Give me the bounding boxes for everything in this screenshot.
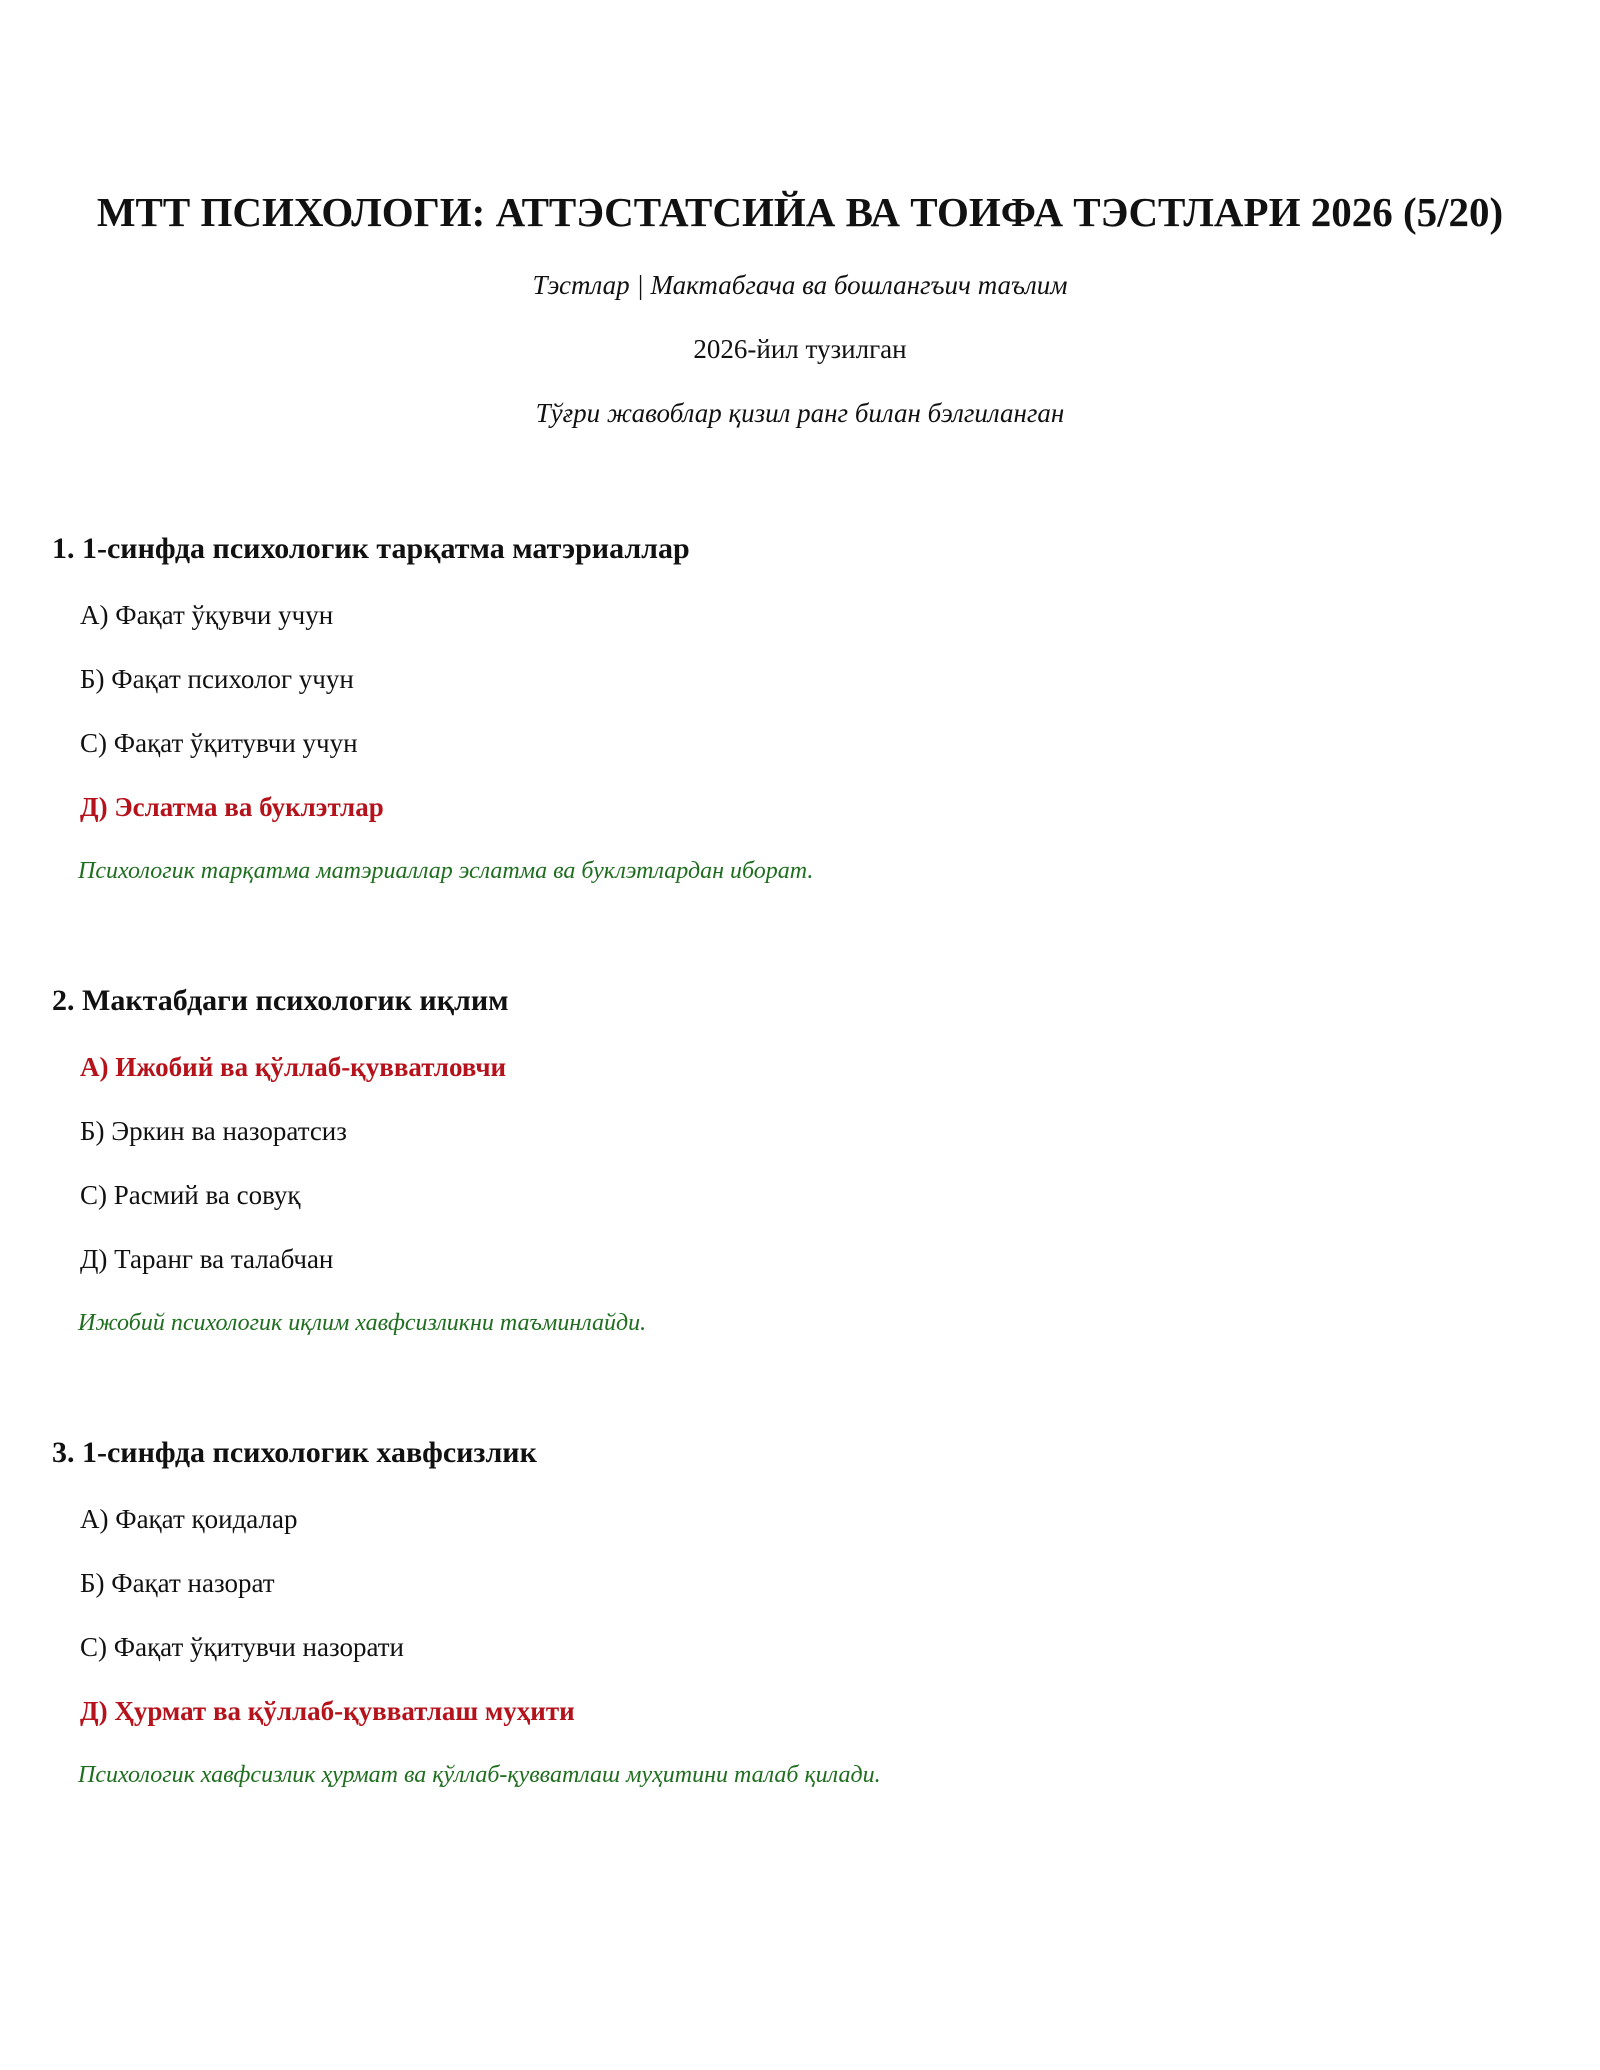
question-heading: 3. 1-синфда психологик хавфсизлик xyxy=(52,1436,537,1469)
answer-option: Б) Эркин ва назоратсиз xyxy=(80,1116,347,1146)
category-subtitle: Тэстлар | Мактабгача ва бошлангъич таълим xyxy=(532,270,1068,300)
answer-explanation: Психологик хавфсизлик ҳурмат ва қўллаб-қувватлаш муҳитини талаб қилади. xyxy=(78,1762,881,1788)
correct-answer-option: Д) Ҳурмат ва қўллаб-қувватлаш муҳити xyxy=(80,1696,575,1726)
legend-note: Тўғри жавоблар қизил ранг билан бэлгиланган xyxy=(535,398,1065,428)
answer-option: Б) Фақат назорат xyxy=(80,1568,275,1598)
page-title: МТТ ПСИХОЛОГИ: АТТЭСТАТСИЙА ВА ТОИФА ТЭСТЛАРИ 2026 (5/20) xyxy=(96,189,1504,235)
answer-option: А) Фақат қоидалар xyxy=(80,1504,298,1534)
question-heading: 2. Мактабдаги психологик иқлим xyxy=(52,984,509,1017)
year-note: 2026-йил тузилган xyxy=(693,334,907,364)
answer-option: С) Фақат ўқитувчи назорати xyxy=(80,1632,404,1662)
answer-explanation: Психологик тарқатма матэриаллар эслатма ва буклэтлардан иборат. xyxy=(78,858,814,884)
correct-answer-option: А) Ижобий ва қўллаб-қувватловчи xyxy=(80,1052,507,1082)
answer-option: С) Расмий ва совуқ xyxy=(80,1180,301,1210)
answer-option: А) Фақат ўқувчи учун xyxy=(80,600,334,630)
correct-answer-option: Д) Эслатма ва буклэтлар xyxy=(80,792,384,822)
answer-option: С) Фақат ўқитувчи учун xyxy=(80,728,358,758)
answer-option: Д) Таранг ва талабчан xyxy=(80,1244,334,1274)
answer-explanation: Ижобий психологик иқлим хавфсизликни таъминлайди. xyxy=(78,1310,647,1336)
answer-option: Б) Фақат психолог учун xyxy=(80,664,354,694)
question-heading: 1. 1-синфда психологик тарқатма матэриаллар xyxy=(52,532,690,565)
